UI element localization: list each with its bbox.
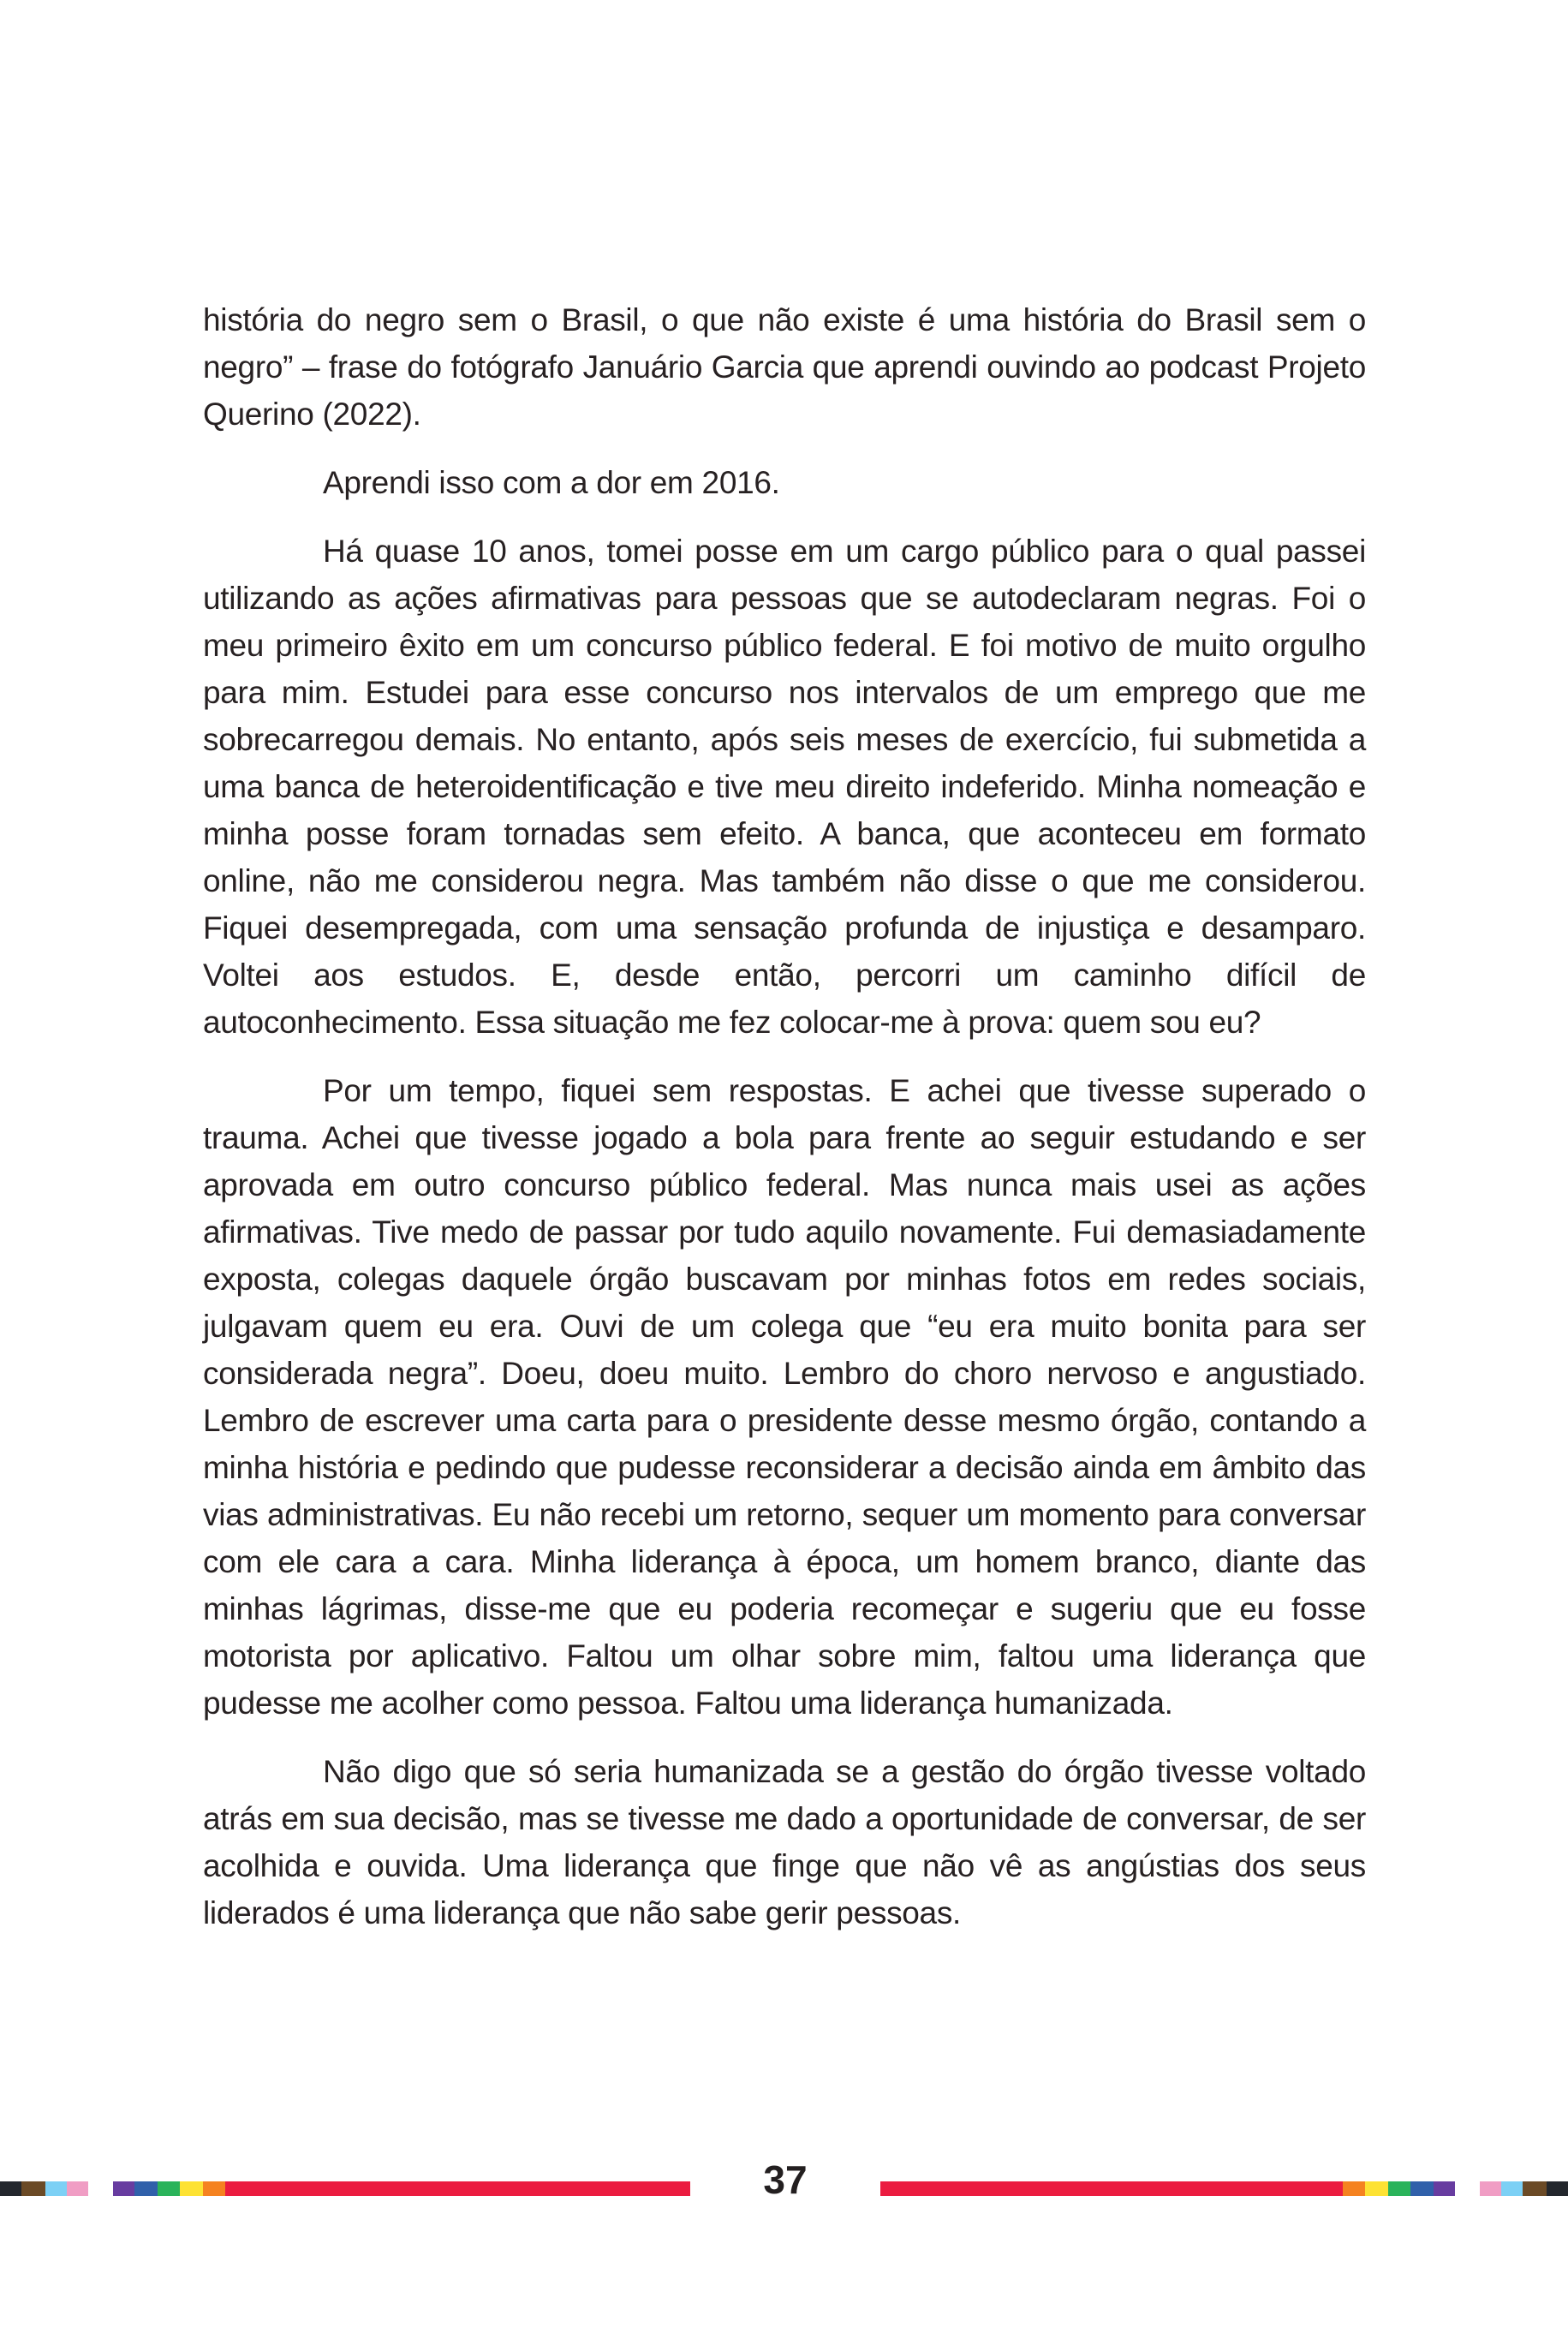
stripe-gap-right bbox=[1455, 2181, 1480, 2196]
stripe-orange-left bbox=[203, 2181, 225, 2196]
stripe-black-left bbox=[0, 2181, 21, 2196]
stripe-blue-left bbox=[134, 2181, 158, 2196]
stripe-pink-left bbox=[67, 2181, 88, 2196]
paragraph: Há quase 10 anos, tomei posse em um cargo público para o qual passei utilizando as ações afirmativas para pessoas que se autodeclaram negras. Foi o meu primeiro êxito em um concurso público federal. E foi motivo de muito orgulho para mim. Estudei para esse concurso nos intervalos de um emprego que me sobrecarregou demais. No entanto, após seis meses de exercício, fui submetida a uma banca de heteroidentificação e tive meu direito indeferido. Minha nomeação e minha posse foram tornadas sem efeito. A banca, que aconteceu em formato online, não me considerou negra. Mas também não disse o que me considerou. Fiquei desempregada, com uma sensação profunda de injustiça e desamparo. Voltei aos estudos. E, desde então, percorri um caminho difícil de autoconhecimento. Essa situação me fez colocar-me à prova: quem sou eu? bbox=[203, 534, 1366, 1040]
stripe-purple-left bbox=[113, 2181, 134, 2196]
paragraph: Por um tempo, fiquei sem respostas. E achei que tivesse superado o trauma. Achei que tivesse jogado a bola para frente ao seguir estudando e ser aprovada em outro concurso público federal. Mas nunca mais usei as ações afirmativas. Tive medo de passar por tudo aquilo novamente. Fui demasiadamente exposta, colegas daquele órgão buscavam por minhas fotos em redes sociais, julgavam quem eu era. Ouvi de um colega que “eu era muito bonita para ser considerada negra”. Doeu, doeu muito. Lembro do choro nervoso e angustiado. Lembro de escrever uma carta para o presidente desse mesmo órgão, contando a minha história e pedindo que pudesse reconsiderar a decisão ainda em âmbito das vias administrativas. Eu não recebi um retorno, sequer um momento para conversar com ele cara a cara. Minha liderança à época, um homem branco, diante das minhas lágrimas, disse-me que eu poderia recomeçar e sugeriu que eu fosse motorista por aplicativo. Faltou um olhar sobre mim, faltou uma liderança que pudesse me acolher como pessoa. Faltou uma liderança humanizada. bbox=[203, 1073, 1366, 1721]
stripe-pink-right bbox=[1480, 2181, 1501, 2196]
stripe-yellow-right bbox=[1365, 2181, 1388, 2196]
stripe-lightblue-left bbox=[45, 2181, 67, 2196]
stripe-yellow-left bbox=[180, 2181, 203, 2196]
stripe-orange-right bbox=[1343, 2181, 1365, 2196]
stripe-black-right bbox=[1547, 2181, 1568, 2196]
stripe-lightblue-right bbox=[1501, 2181, 1523, 2196]
stripe-gap-left bbox=[88, 2181, 113, 2196]
stripe-brown-right bbox=[1523, 2181, 1547, 2196]
stripe-purple-right bbox=[1434, 2181, 1455, 2196]
stripe-green-left bbox=[158, 2181, 180, 2196]
paragraph-continuation: história do negro sem o Brasil, o que não existe é uma história do Brasil sem o negro” – frase do fotógrafo Januário Garcia que aprendi ouvindo ao podcast Projeto Querino (2022). bbox=[203, 302, 1366, 432]
page-number: 37 bbox=[763, 2157, 808, 2202]
stripe-red-left bbox=[225, 2181, 690, 2196]
stripe-green-right bbox=[1388, 2181, 1410, 2196]
stripe-red-right bbox=[880, 2181, 1343, 2196]
stripe-brown-left bbox=[21, 2181, 45, 2196]
paragraph: Não digo que só seria humanizada se a gestão do órgão tivesse voltado atrás em sua decisão, mas se tivesse me dado a oportunidade de conversar, de ser acolhida e ouvida. Uma liderança que finge que não vê as angústias dos seus liderados é uma liderança que não sabe gerir pessoas. bbox=[203, 1754, 1366, 1930]
body-text bbox=[203, 296, 1366, 1958]
stripe-blue-right bbox=[1410, 2181, 1434, 2196]
paragraph: Aprendi isso com a dor em 2016. bbox=[323, 465, 780, 500]
